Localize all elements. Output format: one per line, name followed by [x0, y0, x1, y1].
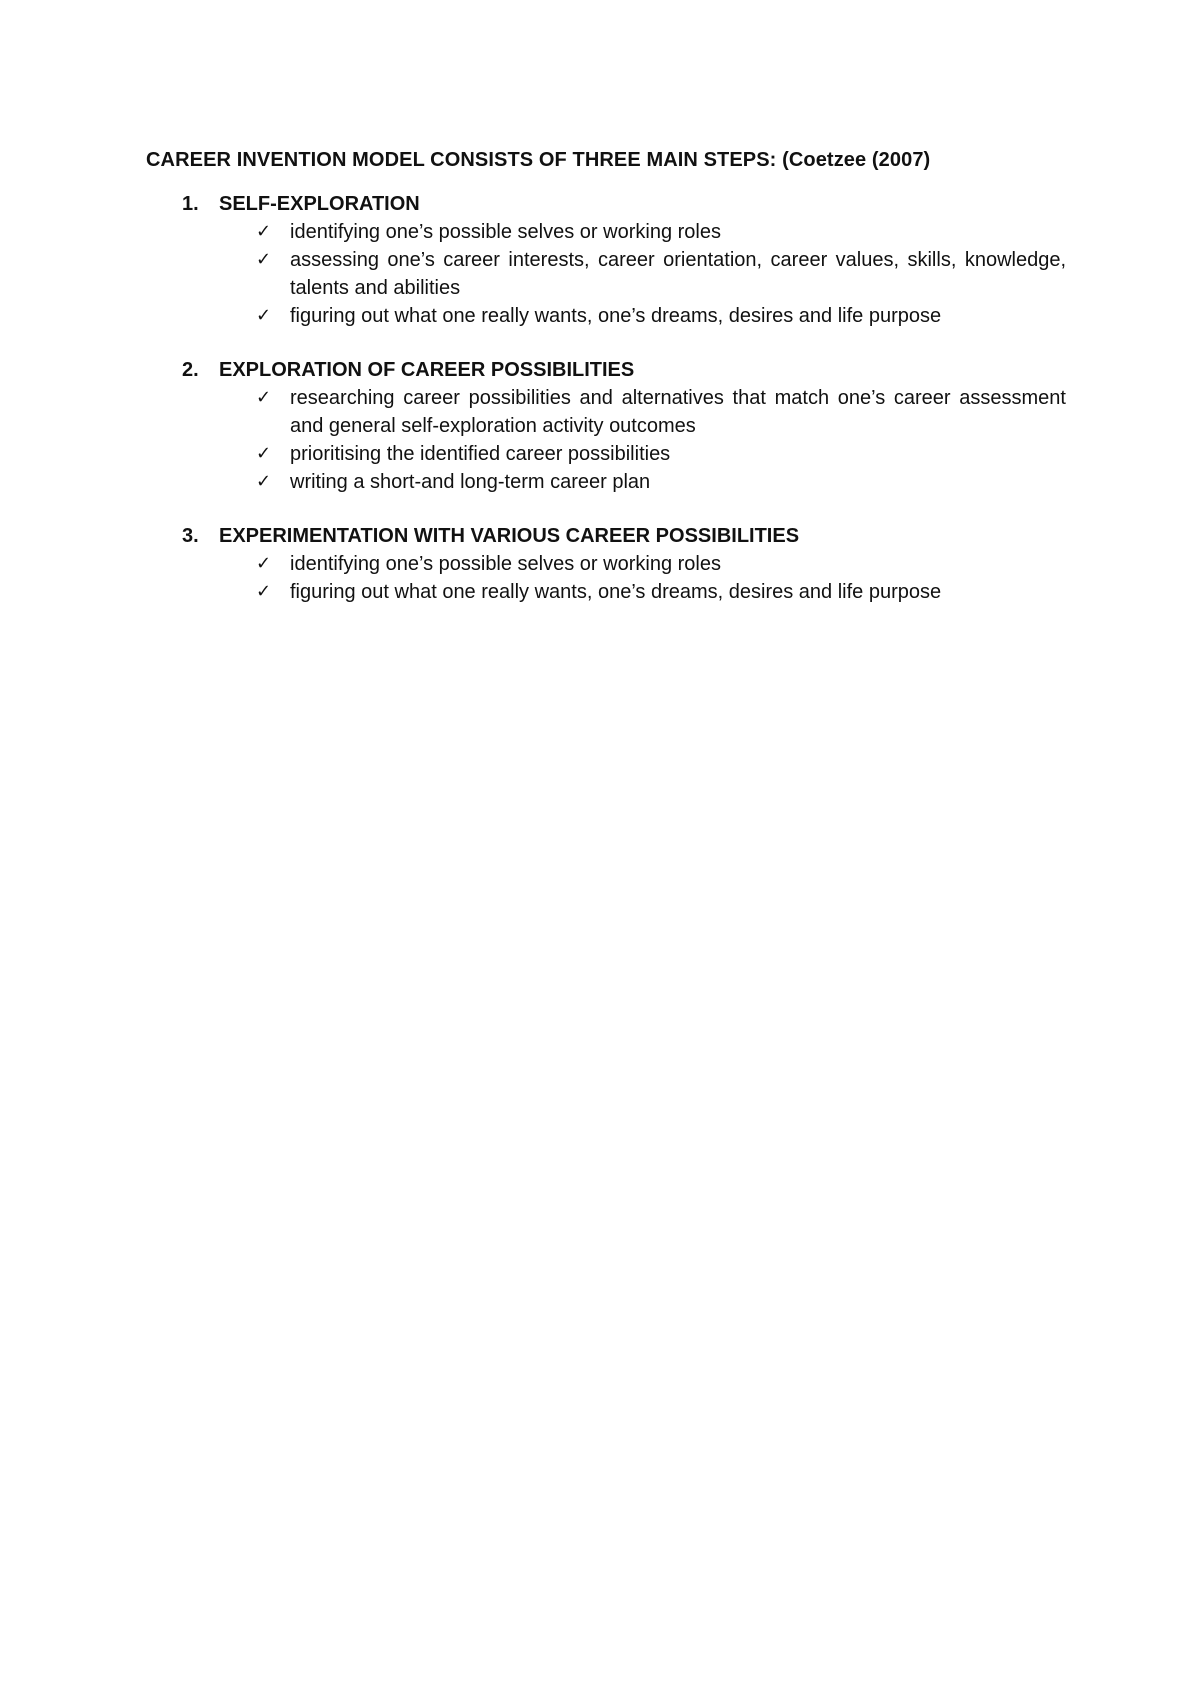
check-icon: ✓ — [256, 305, 272, 326]
check-icon: ✓ — [256, 249, 272, 270]
section-heading — [182, 356, 1066, 384]
section-title: EXPLORATION OF CAREER POSSIBILITIES — [219, 359, 635, 381]
section-self-exploration — [146, 190, 1066, 330]
section-number: 3. — [182, 525, 199, 547]
section-heading — [182, 190, 1066, 218]
section-number: 1. — [182, 193, 199, 215]
section-experimentation — [146, 522, 1066, 606]
list-item-text: researching career possibilities and alternatives that match one’s career assessment and general self-exploration activity outcomes — [290, 387, 1066, 437]
list-item — [256, 578, 1066, 606]
check-icon: ✓ — [256, 387, 272, 408]
list-item — [256, 468, 1066, 496]
list-item-text: identifying one’s possible selves or working roles — [290, 553, 721, 575]
section-title: SELF-EXPLORATION — [219, 193, 420, 215]
list-item — [256, 550, 1066, 578]
check-icon: ✓ — [256, 471, 272, 492]
section-number: 2. — [182, 359, 199, 381]
check-icon: ✓ — [256, 553, 272, 574]
list-item — [256, 384, 1066, 440]
list-item-text: assessing one’s career interests, career orientation, career values, skills, knowledge, talents and abilities — [290, 249, 1066, 299]
check-icon: ✓ — [256, 581, 272, 602]
section-title: EXPERIMENTATION WITH VARIOUS CAREER POSSIBILITIES — [219, 525, 800, 547]
checklist — [256, 550, 1066, 606]
list-item — [256, 302, 1066, 330]
list-item — [256, 440, 1066, 468]
section-exploration-of-career-possibilities — [146, 356, 1066, 496]
document-title: CAREER INVENTION MODEL CONSISTS OF THREE MAIN STEPS: (Coetzee (2007) — [146, 149, 931, 171]
check-icon: ✓ — [256, 443, 272, 464]
list-item-text: prioritising the identified career possibilities — [290, 443, 671, 465]
list-item-text: writing a short-and long-term career plan — [290, 471, 651, 493]
checklist — [256, 218, 1066, 330]
list-item-text: figuring out what one really wants, one’s dreams, desires and life purpose — [290, 305, 942, 327]
list-item — [256, 246, 1066, 302]
list-item-text: figuring out what one really wants, one’s dreams, desires and life purpose — [290, 581, 942, 603]
list-item-text: identifying one’s possible selves or working roles — [290, 221, 721, 243]
check-icon: ✓ — [256, 221, 272, 242]
checklist — [256, 384, 1066, 496]
document-content — [146, 146, 1066, 632]
section-heading — [182, 522, 1066, 550]
list-item — [256, 218, 1066, 246]
